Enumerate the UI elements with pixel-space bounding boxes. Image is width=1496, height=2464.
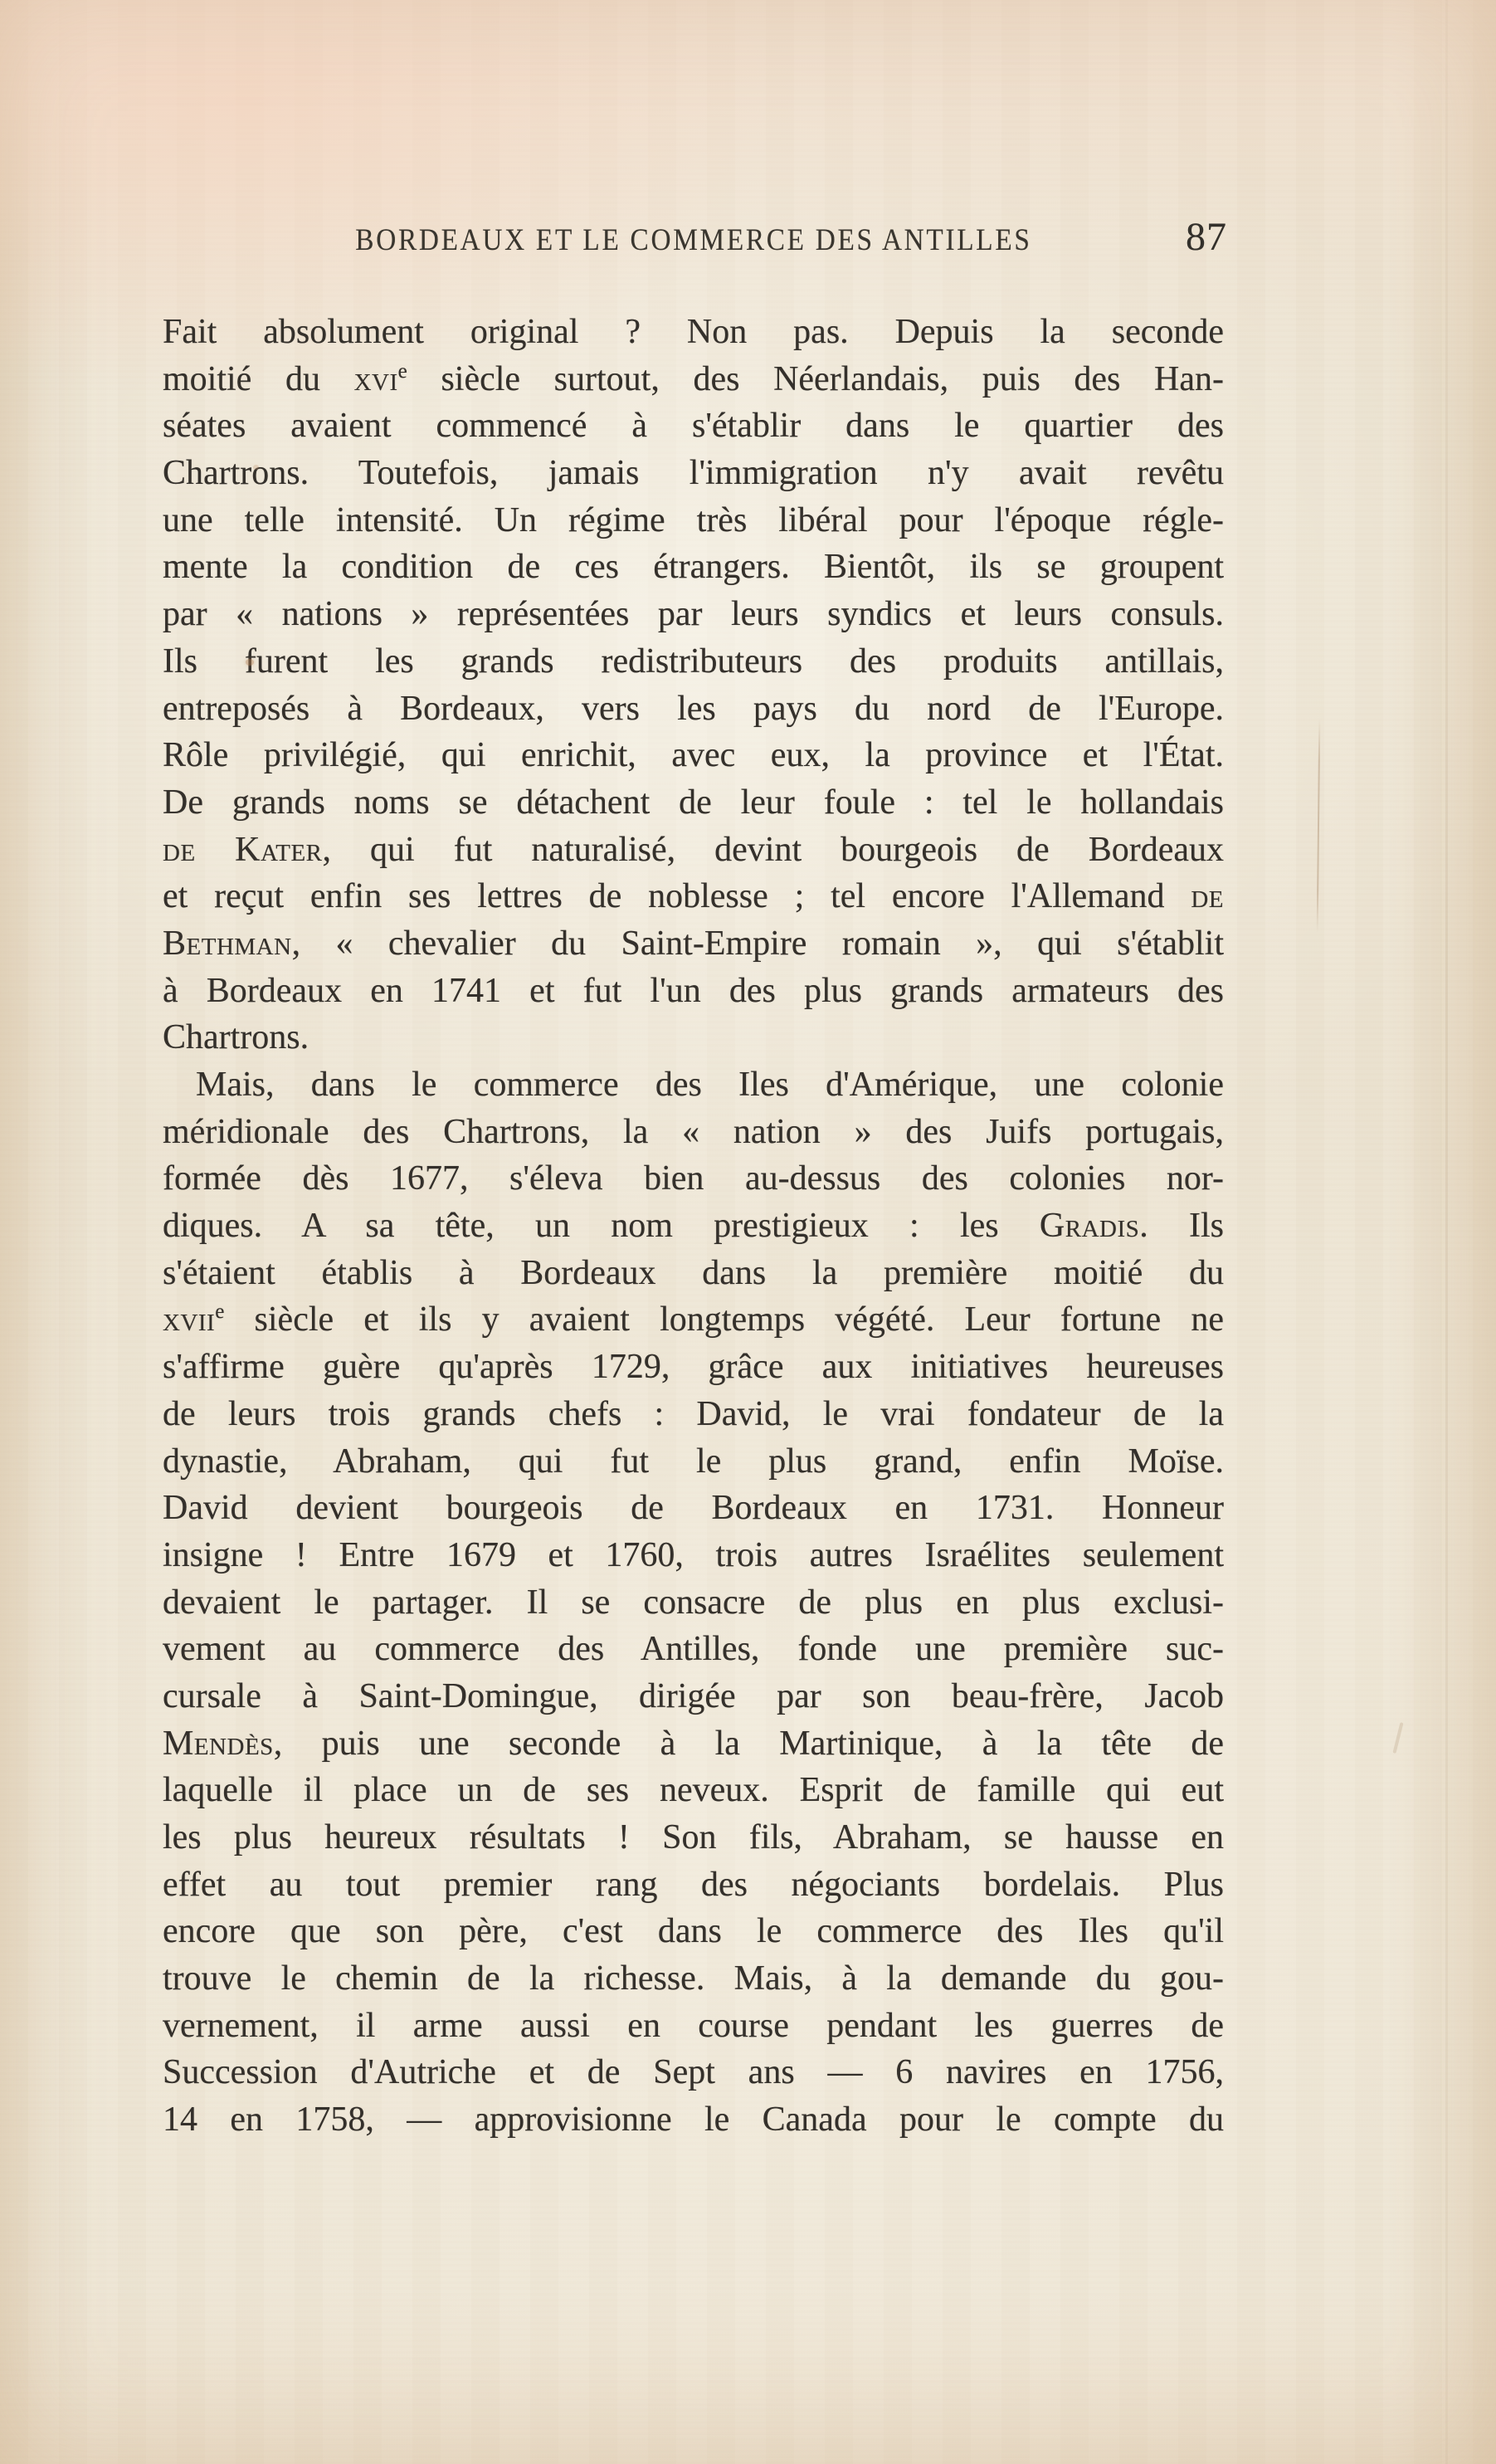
paper-crease (1317, 719, 1321, 933)
text-line: devaient le partager. Il se consacre de plus en plus exclusi- (163, 1583, 1224, 1622)
text-line: entreposés à Bordeaux, vers les pays du nord de l'Europe. (163, 689, 1224, 728)
text-line: séates avaient commencé à s'établir dans le quartier des (163, 407, 1224, 446)
paper-crease (1445, 0, 1448, 2464)
text-line: Succession d'Autriche et de Sept ans — 6 navires en 1756, (163, 2053, 1224, 2092)
text-line: et reçut enfin ses lettres de noblesse ; tel encore l'Allemand de (163, 877, 1224, 916)
text-line: de Kater, qui fut naturalisé, devint bourgeois de Bordeaux (163, 830, 1224, 869)
text-line: à Bordeaux en 1741 et fut l'un des plus grands armateurs des (163, 971, 1224, 1010)
text-line: méridionale des Chartrons, la « nation » des Juifs portugais, (163, 1112, 1224, 1151)
text-line: vernement, il arme aussi en course pendant les guerres de (163, 2006, 1224, 2045)
text-line: effet au tout premier rang des négociants bordelais. Plus (163, 1865, 1224, 1904)
text-line: s'étaient établis à Bordeaux dans la première moitié du (163, 1253, 1224, 1292)
text-line: cursale à Saint-Domingue, dirigée par son beau-frère, Jacob (163, 1676, 1224, 1715)
text-line: formée dès 1677, s'éleva bien au-dessus des colonies nor- (163, 1159, 1224, 1198)
text-line: Bethman, « chevalier du Saint-Empire romain », qui s'établit (163, 924, 1224, 963)
text-line: par « nations » représentées par leurs syndics et leurs consuls. (163, 595, 1224, 634)
page-number: 87 (1186, 215, 1227, 259)
text-line: les plus heureux résultats ! Son fils, Abraham, se hausse en (163, 1818, 1224, 1857)
text-line: xvii$^e$ siècle et ils y avaient longtemps végété. Leur fortune ne (163, 1300, 1224, 1339)
text-line: trouve le chemin de la richesse. Mais, à la demande du gou- (163, 1959, 1224, 1998)
text-line: mente la condition de ces étrangers. Bientôt, ils se groupent (163, 548, 1224, 587)
text-line: de leurs trois grands chefs : David, le vrai fondateur de la (163, 1394, 1224, 1433)
text-line: diques. A sa tête, un nom prestigieux : les Gradis. Ils (163, 1207, 1224, 1246)
text-line: David devient bourgeois de Bordeaux en 1731. Honneur (163, 1489, 1224, 1528)
text-line: Rôle privilégié, qui enrichit, avec eux, la province et l'État. (163, 736, 1224, 775)
text-line: insigne ! Entre 1679 et 1760, trois autres Israélites seulement (163, 1535, 1224, 1574)
text-line: Chartrons. (163, 1018, 309, 1057)
text-line: s'affirme guère qu'après 1729, grâce aux initiatives heureuses (163, 1348, 1224, 1387)
running-header-title: BORDEAUX ET LE COMMERCE DES ANTILLES (354, 223, 1032, 257)
text-line: dynastie, Abraham, qui fut le plus grand, enfin Moïse. (163, 1442, 1224, 1481)
text-line: vement au commerce des Antilles, fonde une première suc- (163, 1630, 1224, 1669)
paper-speck (1392, 1722, 1403, 1754)
text-line: encore que son père, c'est dans le commerce des Iles qu'il (163, 1912, 1224, 1951)
running-header (163, 215, 1227, 259)
text-line: laquelle il place un de ses neveux. Esprit de famille qui eut (163, 1771, 1224, 1810)
text-line: Ils furent les grands redistributeurs des produits antillais, (163, 642, 1224, 681)
text-line: Mais, dans le commerce des Iles d'Amérique, une colonie (196, 1066, 1224, 1104)
page-body (163, 309, 1224, 2144)
text-line: moitié du xvi$^e$ siècle surtout, des Néerlandais, puis des Han- (163, 359, 1224, 398)
text-line: De grands noms se détachent de leur foule : tel le hollandais (163, 783, 1224, 822)
text-line: une telle intensité. Un régime très libéral pour l'époque régle- (163, 500, 1224, 539)
text-line: Fait absolument original ? Non pas. Depuis la seconde (163, 313, 1224, 351)
text-line: Chartrons. Toutefois, jamais l'immigration n'y avait revêtu (163, 454, 1224, 493)
text-line: Mendès, puis une seconde à la Martinique, à la tête de (163, 1724, 1224, 1763)
text-line: 14 en 1758, — approvisionne le Canada pour le compte du (163, 2100, 1224, 2140)
